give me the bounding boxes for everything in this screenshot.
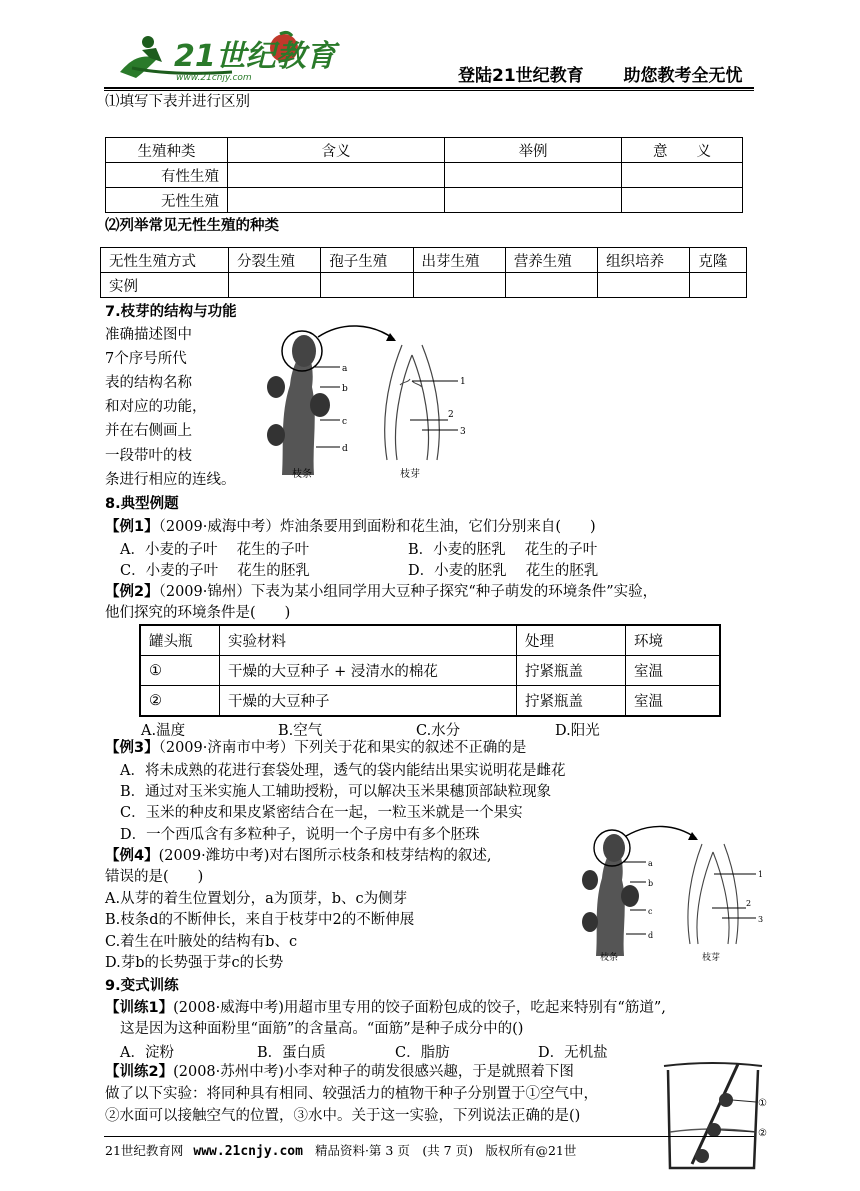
example-tag: 【例1】 [105,519,159,535]
table-cell: 无性生殖方式 [101,248,229,273]
option-d: D．无机盐 [538,1045,608,1061]
training-2-line3: ②水面可以接触空气的位置，③水中。关于这一实验，下列说法正确的是() [105,1108,581,1124]
s7-text-line: 准确描述图中 [105,327,192,343]
figure-label-d: d [648,931,654,940]
experiment-table [139,624,721,717]
table-cell: 分裂生殖 [228,248,320,273]
option-d: D．一个西瓜含有多粒种子，说明一个子房中有多个胚珠 [120,827,480,843]
footer-divider [104,1136,754,1137]
figure-label-a: a [342,364,348,374]
table-row [140,625,720,656]
option-a: A.从芽的着生位置划分，a为顶芽，b、c为侧芽 [105,891,408,907]
table-cell: 干燥的大豆种子 [220,686,517,717]
footer-url[interactable]: www.21cnjy.com [193,1144,303,1159]
s7-text-line: 并在右侧画上 [105,423,192,439]
table-header: 生殖种类 [106,138,228,163]
figure-caption-bud: 枝芽 [702,953,721,963]
figure-label-2: 2 [448,410,454,420]
table-cell[interactable] [622,188,743,213]
slogan-right: 助您教考全无忧 [623,66,743,86]
table-cell: 干燥的大豆种子 + 浸清水的棉花 [220,656,517,686]
option-b: B.空气 [278,723,323,739]
example-1 [105,517,596,537]
table-row [106,138,743,163]
option-b: B．小麦的胚乳 花生的子叶 [408,542,598,558]
table-header: 含义 [228,138,445,163]
table-cell[interactable] [321,273,413,298]
example-2-line2: 他们探究的环境条件是( ) [105,605,291,621]
s7-text-line: 7个序号所代 [105,351,187,367]
beaker-label-1: ① [758,1098,767,1109]
table-cell: ② [140,686,220,717]
figure-label-c: c [342,417,348,427]
q1-heading: ⑴填写下表并进行区别 [105,94,250,110]
example-2 [105,582,657,602]
figure-label-c: c [648,907,653,916]
table-header: 处理 [517,625,626,656]
table-cell: 拧紧瓶盖 [517,656,626,686]
option-a: A.温度 [141,723,186,739]
asexual-table [100,247,747,298]
beaker-label-2: ② [758,1128,767,1139]
table-cell: 出芽生殖 [413,248,505,273]
header-divider-thin [104,90,754,91]
figure-caption-bud: 枝芽 [400,469,420,480]
training-1-line2: 这是因为这种面粉里“面筋”的含量高。“面筋”是种子成分中的() [120,1021,524,1037]
slogan-left: 登陆21世纪教育 [458,66,584,86]
table-row [140,656,720,686]
training-tag: 【训练1】 [105,1000,174,1016]
option-a: A．将未成熟的花进行套袋处理，透气的袋内能结出果实说明花是雌花 [120,763,566,779]
table-cell[interactable] [445,163,622,188]
s7-text-line: 条进行相应的连线。 [105,472,236,488]
table-cell[interactable] [445,188,622,213]
table-cell[interactable] [228,163,445,188]
table-cell[interactable] [690,273,747,298]
figure-label-a: a [648,859,653,868]
option-b: B．蛋白质 [257,1045,326,1061]
table-header: 举例 [445,138,622,163]
table-row [101,248,747,273]
table-cell[interactable] [228,273,320,298]
option-c: C.水分 [416,723,461,739]
option-b: B.枝条d的不断伸长，来自于枝芽中2的不断伸展 [105,912,415,928]
table-header: 环境 [626,625,721,656]
figure-label-b: b [342,384,348,394]
branch-bud-figure-2 [578,826,778,966]
table-cell: 室温 [626,686,721,717]
option-d: D．小麦的胚乳 花生的胚乳 [408,563,599,579]
s9-heading: 9.变式训练 [105,978,179,994]
example-tag: 【例3】 [105,740,159,756]
table-row [140,686,720,717]
header-slogan [458,61,743,86]
option-d: D.阳光 [555,723,600,739]
beaker-figure [662,1060,774,1139]
figure-label-1: 1 [758,870,764,879]
table-row [101,273,747,298]
s7-heading: 7.枝芽的结构与功能 [105,304,237,320]
table-cell[interactable] [598,273,690,298]
footer [105,1141,576,1159]
training-2-line2: 做了以下实验：将同种具有相同、较强活力的植物干种子分别置于①空气中， [105,1086,598,1102]
reproduction-table [105,137,743,213]
s8-heading: 8.典型例题 [105,496,179,512]
figure-label-1: 1 [460,377,466,387]
table-row [106,188,743,213]
table-cell: ① [140,656,220,686]
table-header: 意 义 [622,138,743,163]
option-d: D.芽b的长势强于芽c的长势 [105,955,284,971]
figure-label-d: d [342,444,348,454]
table-cell[interactable] [505,273,597,298]
s7-text-line: 表的结构名称 [105,375,192,391]
table-cell[interactable] [413,273,505,298]
branch-bud-figure [262,325,482,485]
example-3 [105,738,526,758]
table-cell: 营养生殖 [505,248,597,273]
table-cell: 有性生殖 [106,163,228,188]
footer-info: 精品资料·第 3 页 (共 7 页) 版权所有@21世 [314,1143,577,1158]
figure-label-b: b [648,879,654,888]
example-text: (2009·潍坊中考)对右图所示枝条和枝芽结构的叙述, [158,848,492,864]
training-tag: 【训练2】 [105,1064,174,1080]
option-c: C.着生在叶腋处的结构有b、c [105,934,298,950]
table-row [106,163,743,188]
example-4 [105,846,492,866]
option-a: A．淀粉 [120,1045,174,1061]
option-b: B．通过对玉米实施人工辅助授粉，可以解决玉米果穗顶部缺粒现象 [120,784,552,800]
footer-site: 21世纪教育网 [105,1143,184,1158]
logo-text: 21世纪教育 [174,39,336,74]
figure-caption-branch: 枝条 [600,953,619,963]
table-cell: 组织培养 [598,248,690,273]
s7-text-line: 一段带叶的枝 [105,448,192,464]
option-c: C．小麦的子叶 花生的胚乳 [120,563,310,579]
table-cell[interactable] [228,188,445,213]
table-cell: 室温 [626,656,721,686]
example-text: （2009·济南市中考）下列关于花和果实的叙述不正确的是 [158,740,527,756]
table-cell: 孢子生殖 [321,248,413,273]
example-tag: 【例2】 [105,584,159,600]
table-cell[interactable] [622,163,743,188]
option-c: C．玉米的种皮和果皮紧密结合在一起，一粒玉米就是一个果实 [120,805,523,821]
figure-label-3: 3 [758,915,764,924]
training-text: (2008·苏州中考)小李对种子的萌发很感兴趣，于是就照着下图 [173,1064,574,1080]
option-c: C．脂肪 [395,1045,450,1061]
table-header: 罐头瓶 [140,625,220,656]
example-tag: 【例4】 [105,848,159,864]
training-1 [105,998,666,1018]
header-divider [104,87,754,89]
table-cell: 拧紧瓶盖 [517,686,626,717]
example-text: （2009·威海中考）炸油条要用到面粉和花生油，它们分别来自( ) [158,519,596,535]
figure-label-3: 3 [460,427,466,437]
example-text: （2009·锦州）下表为某小组同学用大豆种子探究“种子萌发的环境条件”实验， [158,584,658,600]
training-text: (2008·威海中考)用超市里专用的饺子面粉包成的饺子，吃起来特别有“筋道”, [173,1000,666,1016]
example-4-line2: 错误的是( ) [105,869,204,885]
training-2 [105,1062,574,1082]
table-cell: 无性生殖 [106,188,228,213]
logo-url: www.21cnjy.com [176,73,252,83]
option-a: A．小麦的子叶 花生的子叶 [120,542,310,558]
table-header: 实验材料 [220,625,517,656]
table-cell: 克隆 [690,248,747,273]
s7-text-line: 和对应的功能， [105,399,207,415]
site-logo [112,28,336,84]
figure-caption-branch: 枝条 [292,469,312,480]
figure-label-2: 2 [746,899,752,908]
q2-heading: ⑵列举常见无性生殖的种类 [105,218,279,234]
table-cell: 实例 [101,273,229,298]
